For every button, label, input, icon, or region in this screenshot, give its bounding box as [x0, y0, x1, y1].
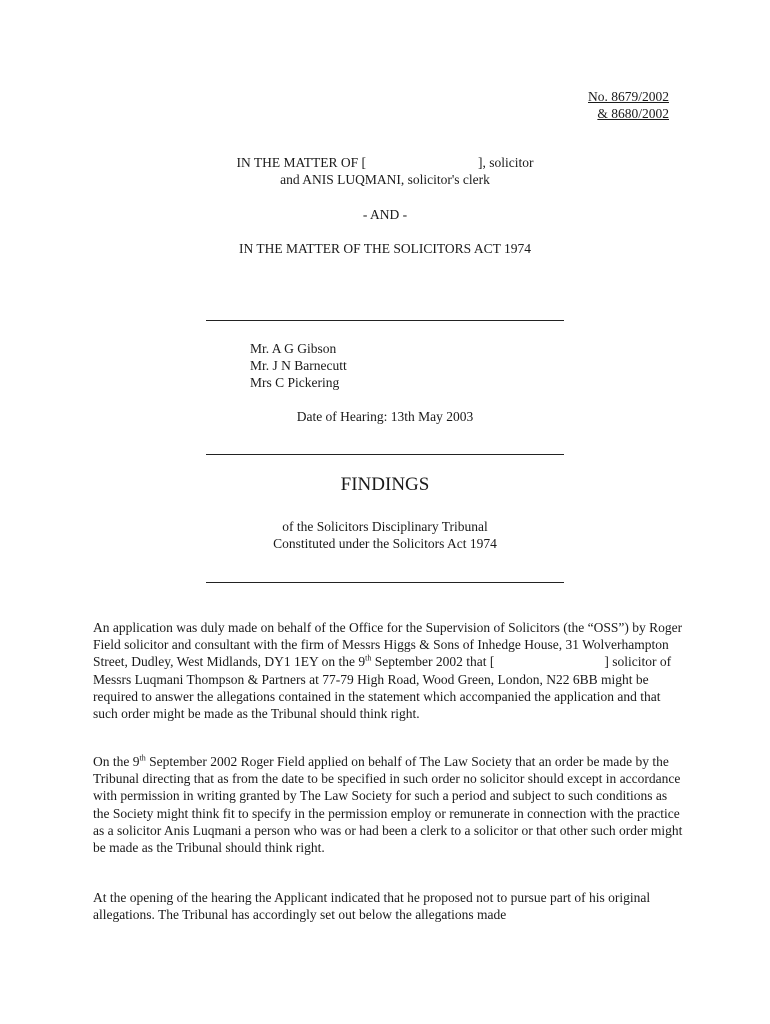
matter-heading — [0, 154, 770, 188]
paragraph-2-part-a: On the 9 — [93, 754, 140, 769]
case-number-2: & 8680/2002 — [597, 106, 669, 121]
findings-line-2: Constituted under the Solicitors Act 1974 — [273, 536, 497, 551]
findings-title: FINDINGS — [340, 474, 430, 495]
paragraph-1-part-c: ] solicitor of Messrs Luqmani Thompson & Partners at 77-79 High Road, Wood Green, London, N22 6BB might be required to answer the allegations contained in the statement which accompanied the application and that such order might be made as the Tribunal should think right. — [93, 654, 672, 722]
case-numbers — [588, 88, 669, 122]
matter-line-1-suffix: ], solicitor — [478, 155, 534, 170]
paragraph-1-part-b: September 2002 that [ — [371, 654, 495, 670]
paragraph-3: At the opening of the hearing the Applicant indicated that he proposed not to pursue part of his original allegations. The Tribunal has accordingly set out below the allegations made — [93, 890, 651, 923]
tribunal-members — [250, 340, 347, 391]
findings-subtitle — [0, 518, 770, 552]
paragraph-2-ordinal: th — [139, 753, 146, 763]
divider-2 — [206, 454, 564, 455]
date-of-hearing: Date of Hearing: 13th May 2003 — [296, 409, 474, 424]
paragraph-2-part-b: September 2002 Roger Field applied on behalf of The Law Society that an order be made by the Tribunal directing that as from the date to be specified in such order no solicitor should except in accordance with permission in writing granted by The Law Society for such a period and subject to such conditions as the Society might think fit to specify in the permission employ or remunerate in connection with the practice as a solicitor Anis Luqmani a person who was or had been a clerk to a solicitor or that other such order might be made as the Tribunal should think right. — [93, 754, 683, 856]
case-number-1: No. 8679/2002 — [588, 89, 669, 104]
paragraph-1-part-a: An application was duly made on behalf of the Office for the Supervision of Solicitors (the “OSS”) by Roger Field solicitor and consultant with the firm of Messrs Higgs & Sons of Inhedge House, 31 Wolverhampton Street, Dudley, West Midlands, DY1 1EY on the 9 — [93, 620, 683, 670]
matter-line-1-prefix: IN THE MATTER OF [ — [236, 155, 366, 170]
act-heading: IN THE MATTER OF THE SOLICITORS ACT 1974 — [239, 241, 531, 256]
paragraph-1 — [93, 619, 683, 722]
member-1: Mr. A G Gibson — [250, 341, 337, 356]
and-separator: - AND - — [362, 207, 408, 222]
paragraph-1-ordinal: th — [365, 653, 372, 663]
findings-line-1: of the Solicitors Disciplinary Tribunal — [282, 519, 488, 534]
divider-1 — [206, 320, 564, 321]
paragraph-2 — [93, 753, 683, 856]
member-3: Mrs C Pickering — [250, 375, 340, 390]
divider-3 — [206, 582, 564, 583]
member-2: Mr. J N Barnecutt — [250, 358, 347, 373]
matter-line-2: and ANIS LUQMANI, solicitor's clerk — [280, 172, 490, 187]
matter-line-1 — [0, 154, 770, 171]
